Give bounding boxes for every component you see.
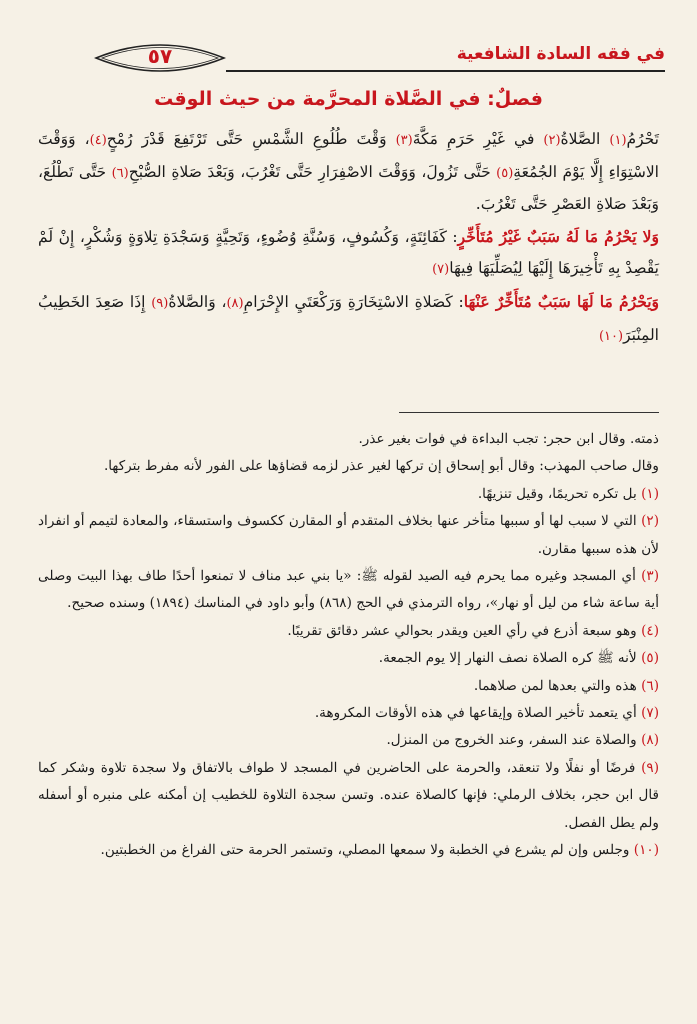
footnote-item xyxy=(38,673,659,700)
footnote-continuation: ذمته. وقال ابن حجر: تجب البداءة في فوات بغير عذر. xyxy=(358,431,659,447)
footnote-ref: (٢) xyxy=(543,133,561,148)
footnotes xyxy=(38,426,659,865)
footnote-text: فرضًا أو نفلًا ولا تنعقد، والحرمة على الحاضرين في المسجد لا طواف بالاتفاق ولا سجدة تلاوة وشكر كما قال ابن حجر، بخلاف الرملي: فإنها كالصلاة عنده. وتسن سجدة التلاوة للخطيب إن أمكنه على منبره أو أسفله ولم يطل الفصل. xyxy=(38,759,659,831)
matn-text: حَتَّى تَطْلُعَ، وَبَعْدَ صَلاةِ العَصْرِ حَتَّى تَغْرُبَ. xyxy=(38,162,659,214)
footnote-item xyxy=(38,618,659,645)
footnote-item xyxy=(38,755,659,837)
matn-text: تَحْرُمُ xyxy=(626,130,659,148)
footnote-ref: (٤) xyxy=(89,133,107,148)
page-header xyxy=(30,30,665,76)
footnote-ref: (٧) xyxy=(432,262,450,278)
footnote-text: هذه والتي بعدها لمن صلاهما. xyxy=(473,677,637,694)
footnote-number: (١٠) xyxy=(633,842,659,859)
matn-text: وَقْتَ طُلُوعِ الشَّمْسِ حَتَّى تَرْتَفِعَ قَدْرَ رُمْحٍ xyxy=(106,130,396,148)
matn-paragraph-1 xyxy=(38,124,659,221)
footnote-text: أي يتعمد تأخير الصلاة وإيقاعها في هذه الأوقات المكروهة. xyxy=(314,705,637,722)
footnote-number: (١) xyxy=(641,485,659,502)
footnote-ref: (١٠) xyxy=(598,328,624,344)
footnote-text: التي لا سبب لها أو سببها متأخر عنها بخلاف المتقدم أو المقارن ككسوف واستسقاء، والمعادة لتيمم أو انفراد لأن هذه سببها مقارن. xyxy=(38,513,659,557)
matn-paragraph-3 xyxy=(38,286,659,352)
footnote-number: (٣) xyxy=(641,568,659,585)
footnote-item xyxy=(38,727,659,754)
matn-text: في غَيْرِ حَرَمِ مَكَّةَ xyxy=(412,130,544,148)
footnote-number: (٧) xyxy=(641,705,659,722)
footnote-text: لأنه ﷺ كره الصلاة نصف النهار إلا يوم الجمعة. xyxy=(378,650,637,667)
footnote-text: وهو سبعة أذرع في رأي العين ويقدر بحوالي عشر دقائق تقريبًا. xyxy=(287,622,637,639)
footnote-item xyxy=(38,563,659,618)
matn-text: إِذَا صَعِدَ الخَطِيبُ المِنْبَرَ xyxy=(38,292,659,344)
matn-text: : كَصَلاةِ الاسْتِخَارَةِ وَرَكْعَتَيِ الإِحْرَامِ xyxy=(243,292,464,311)
footnote-number: (٩) xyxy=(641,759,659,776)
footnote-number: (٨) xyxy=(641,732,659,749)
footnote-text: بل تكره تحريمًا، وقيل تنزيهًا. xyxy=(477,485,637,502)
footnote-text: والصلاة عند السفر، وعند الخروج من المنزل. xyxy=(386,732,637,749)
matn-red-lead: وَلا يَحْرُمُ مَا لَهُ سَبَبٌ غَيْرُ مُتَأَخِّرٍ xyxy=(457,226,659,246)
main-text xyxy=(38,124,659,352)
footnote-ref: (٨) xyxy=(226,295,244,311)
footnote-number: (٥) xyxy=(641,650,659,667)
footnote-divider xyxy=(399,412,659,413)
footnote-item xyxy=(38,700,659,727)
section-heading: فصلٌ: في الصَّلاة المحرَّمة من حيث الوقت xyxy=(154,88,543,110)
footnote-number: (٢) xyxy=(641,513,660,530)
footnote-text: أي المسجد وغيره مما يحرم فيه الصيد لقوله ﷺ: «يا بني عبد مناف لا تمنعوا أحدًا طاف بهذا البيت وصلى أية ساعة شاء من ليل أو نهار»، رواه الترمذي في الحج (٨٦٨) وأبو داود في المناسك (١٨٩٤) وسنده صحيح. xyxy=(38,568,659,612)
footnote-text: وجلس وإن لم يشرع في الخطبة ولا سمعها المصلي، وتستمر الحرمة حتى الفراغ من الخطبتين. xyxy=(100,842,630,859)
footnote-ref: (١) xyxy=(609,133,627,148)
matn-text: ، وَوَقْتَ الاسْتِوَاءِ إِلَّا يَوْمَ الجُمُعَةِ xyxy=(38,130,659,181)
matn-text: ، وَالصَّلاةُ xyxy=(168,292,227,311)
footnote-number: (٤) xyxy=(641,622,659,639)
matn-text: : كَفَائِتَةٍ، وَكُسُوفٍ، وَسُنَّةِ وُضُوءٍ، وَتَحِيَّةٍ وَسَجْدَةِ تِلاوَةٍ وَشُكْرٍ، إِنْ لَمْ يَقْصِدْ بِهِ تَأْخِيرَهَا إِلَيْهَا لِيُصَلِّيَهَا فِيهَا xyxy=(38,227,659,278)
footnote-number: (٦) xyxy=(641,677,659,694)
matn-text: الصَّلاةُ xyxy=(560,130,610,148)
footnote-item xyxy=(38,508,659,563)
footnote-ref: (٣) xyxy=(395,133,413,148)
matn-text: حَتَّى تَزُولَ، وَوَقْتَ الاصْفِرَارِ حَتَّى تَغْرُبَ، وَبَعْدَ صَلاةِ الصُّبْحِ xyxy=(128,162,497,181)
footnote-ref: (٩) xyxy=(151,295,169,311)
footnote-ref: (٥) xyxy=(496,165,514,181)
footnote-item xyxy=(38,481,659,508)
page-number-badge xyxy=(94,38,226,78)
footnote-continuation: وقال صاحب المهذب: وقال أبو إسحاق إن تركها لغير عذر لزمه قضاؤها على الفور لأنه مفرط بتركها. xyxy=(103,458,659,475)
footnote-ref: (٦) xyxy=(111,165,129,181)
header-rule xyxy=(226,70,665,72)
footnote-item xyxy=(38,837,659,864)
footnote-item xyxy=(38,645,659,672)
matn-red-lead: وَيَحْرُمُ مَا لَهَا سَبَبٌ مُتَأَخِّرٌ عَنْهَا xyxy=(463,291,660,311)
matn-paragraph-2 xyxy=(38,221,659,286)
page-number: ٥٧ xyxy=(147,44,173,68)
book-title: في فقه السادة الشافعية xyxy=(456,44,665,64)
